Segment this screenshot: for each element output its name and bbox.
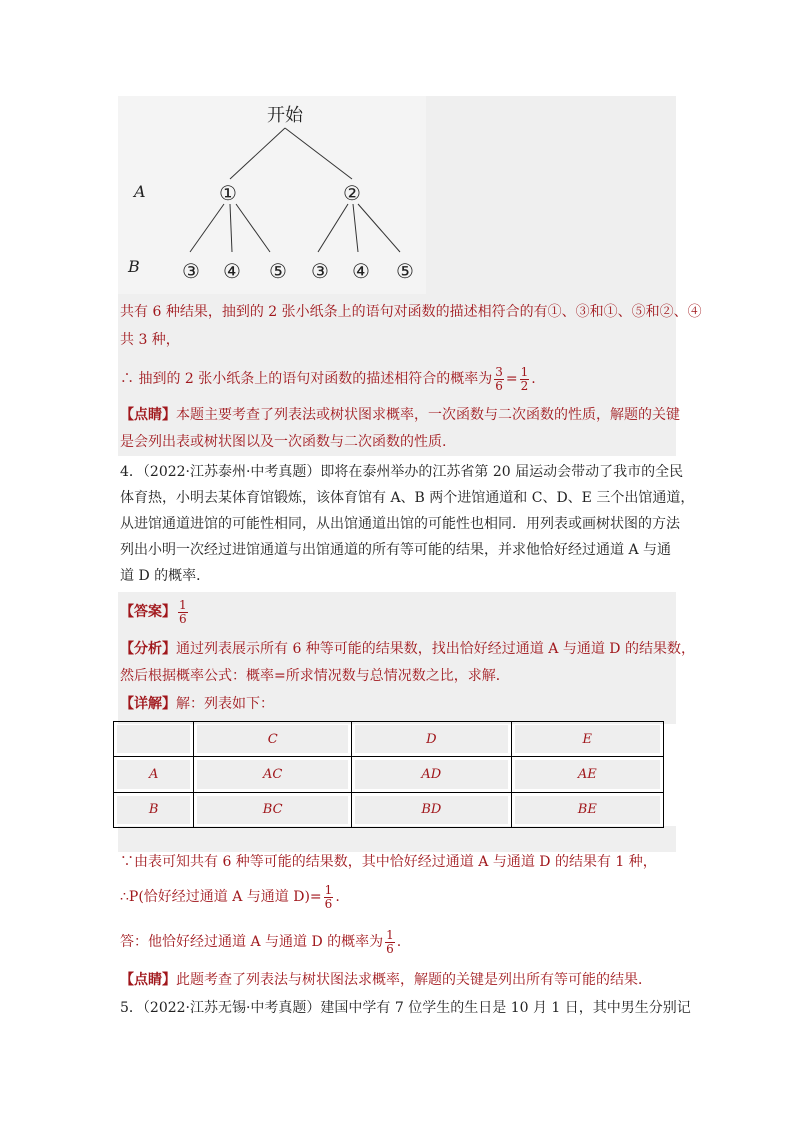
solution-line-2: 共 3 种，: [120, 332, 180, 348]
table-cell: D: [352, 722, 512, 757]
table-row: [114, 757, 664, 792]
solution-line-1: 共有 6 种结果，抽到的 2 张小纸条上的语句对函数的描述相符合的有①、③和①、⑤和②、④: [120, 304, 702, 320]
analysis-line-1: 【分析】通过列表展示所有 6 种等可能的结果数，找出恰好经过通道 A 与通道 D 的结果数，: [120, 641, 695, 657]
table-cell: AE: [511, 757, 663, 792]
tree-node-b: ③: [311, 259, 329, 283]
tree-node-a: ②: [343, 181, 361, 205]
table-cell: BD: [352, 792, 512, 827]
tree-node-b: ④: [352, 259, 370, 283]
tree-level-b-label: B: [128, 257, 140, 276]
final-answer-line: 答：他恰好经过通道 A 与通道 D 的概率为 $\frac{1}{6}$ .: [120, 927, 402, 956]
answer-line: 【答案】 $\frac{1}{6}$: [120, 597, 187, 626]
tree-diagram: [118, 96, 426, 294]
since-line: ∵由表可知共有 6 种等可能的结果数，其中恰好经过通道 A 与通道 D 的结果有 1 种，: [120, 854, 657, 870]
q4-tip-line: 【点睛】此题考查了列表法与树状图法求概率，解题的关键是列出所有等可能的结果．: [120, 972, 652, 988]
outcome-table: [113, 721, 664, 828]
tree-level-a-label: A: [134, 182, 146, 201]
q4-line-5: 道 D 的概率．: [120, 568, 211, 584]
q4-line-2: 体育热，小明去某体育馆锻炼，该体育馆有 A、B 两个进馆通道和 C、D、E 三个出馆通道，: [120, 490, 695, 506]
tree-edge: [190, 204, 224, 252]
tree-root: 开始: [267, 105, 303, 126]
tree-node-b: ③: [182, 259, 200, 283]
table-cell: B: [114, 792, 194, 827]
analysis-line-2: 然后根据概率公式：概率=所求情况数与总情况数之比，求解．: [120, 668, 510, 684]
tree-edge: [358, 204, 400, 252]
table-row: [114, 792, 664, 827]
tip-line-2: 是会列出表或树状图以及一次函数与二次函数的性质.: [120, 434, 447, 450]
tree-edge: [285, 128, 352, 179]
table-cell: BE: [511, 792, 663, 827]
table-row: [114, 722, 664, 757]
tree-edge: [236, 204, 270, 252]
table-cell: C: [194, 722, 352, 757]
tree-node-b: ④: [223, 259, 241, 283]
table-cell: AC: [194, 757, 352, 792]
table-cell: A: [114, 757, 194, 792]
table-after-bg: [118, 826, 676, 852]
detail-line: 【详解】解：列表如下：: [120, 696, 274, 712]
q4-line-3: 从进馆通道进馆的可能性相同，从出馆通道出馆的可能性也相同．用列表或画树状图的方法: [120, 516, 680, 532]
tree-node-b: ⑤: [269, 259, 287, 283]
therefore-fraction: $\frac{1}{6}$: [324, 882, 333, 911]
tree-edge: [230, 204, 232, 252]
tree-edge: [230, 128, 285, 179]
q5-line-1: 5．（2022·江苏无锡·中考真题）建国中学有 7 位学生的生日是 10 月 1 日，其中男生分别记: [120, 1000, 691, 1016]
table-cell: E: [511, 722, 663, 757]
tree-edge: [353, 204, 358, 252]
tree-right-bg: [426, 96, 676, 294]
tree-edge: [318, 204, 348, 252]
table-cell: [114, 722, 194, 757]
solution-line-3: ∴ 抽到的 2 张小纸条上的语句对函数的描述相符合的概率为 $\frac{3}{6}$ = $\frac{1}{2}$ .: [120, 364, 536, 393]
fraction-1-2: $\frac{1}{2}$: [520, 364, 529, 393]
tree-node-a: ①: [219, 181, 237, 205]
tip-line-1: 【点睛】本题主要考查了列表法或树状图求概率，一次函数与二次函数的性质，解题的关键: [120, 407, 680, 423]
therefore-line: ∴P(恰好经过通道 A 与通道 D)= $\frac{1}{6}$ .: [120, 882, 340, 911]
tree-node-b: ⑤: [396, 259, 414, 283]
q4-line-4: 列出小明一次经过进馆通道与出馆通道的所有等可能的结果，并求他恰好经过通道 A 与通: [120, 542, 672, 558]
final-answer-fraction: $\frac{1}{6}$: [386, 927, 394, 956]
table-cell: BC: [194, 792, 352, 827]
fraction-3-6: $\frac{3}{6}$: [495, 364, 503, 393]
q4-line-1: 4．（2022·江苏泰州·中考真题）即将在泰州举办的江苏省第 20 届运动会带动了我市的全民: [120, 464, 684, 480]
answer-fraction: $\frac{1}{6}$: [179, 597, 187, 626]
table-cell: AD: [352, 757, 512, 792]
